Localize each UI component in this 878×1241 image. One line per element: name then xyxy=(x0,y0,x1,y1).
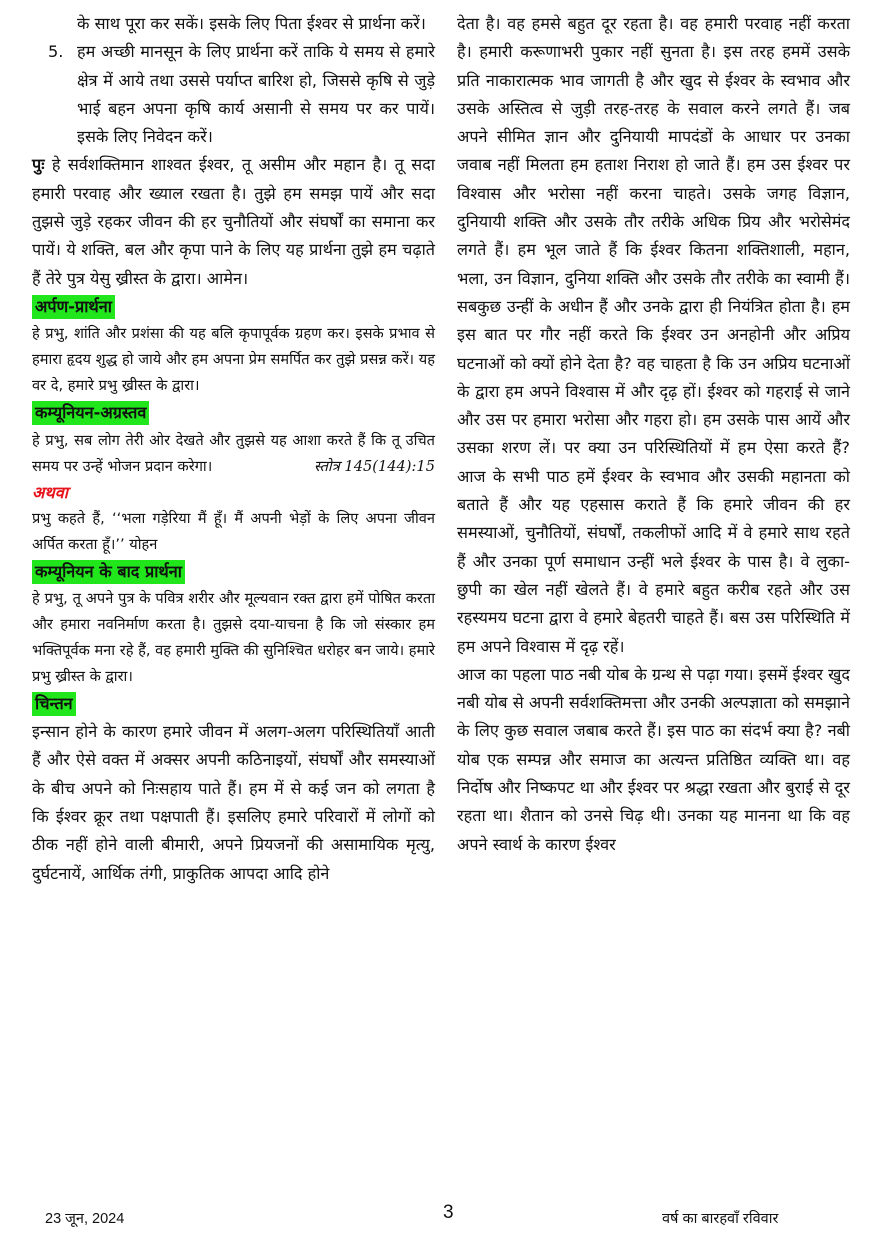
intercession-item-5 xyxy=(32,38,435,151)
first-reading-paragraph: आज का पहला पाठ नबी योब के ग्रन्थ से पढ़ा गया। इसमें ईश्वर खुद नबी योब से अपनी सर्वशक्तिमत्ता और उनकी अल्पज्ञाता को समझाने के लिए कुछ सवाल जबाब करते हैं। इस पाठ का संदर्भ क्या है? नबी योब एक सम्पन्न और समाज का अत्यन्त प्रतिष्ठित व्यक्ति था। वह निर्दोष और निष्कपट था और ईश्वर पर श्रद्धा रखता और बुराई से दूर रहता था। शैतान को उनसे चिढ़ थी। उनका यह मानना था कि वह अपने स्वार्थ के कारण ईश्वर xyxy=(457,664,850,854)
communion-antiphon-heading: कम्यूनियन-अग्रस्तव xyxy=(32,401,149,425)
post-communion-text: हे प्रभु, तू अपने पुत्र के पवित्र शरीर और मूल्यवान रक्त द्वारा हमें पोषित करता और हमारा नवनिर्माण करता है। तुझसे दया-याचना है कि जो संस्कार हम भक्तिपूर्वक मना रहे हैं, वह हमारी मुक्ति की सुनिश्चित धरोहर बन जाये। हमारे प्रभु ख्रीस्त के द्वारा। xyxy=(32,589,435,685)
alternative-antiphon-text: प्रभु कहते हैं, ‘‘भला गड़ेरिया मैं हूँ। मैं अपनी भेड़ों के लिए अपना जीवन अर्पित करता हूँ।’’ योहन xyxy=(32,509,435,553)
offering-prayer-text: हे प्रभु, शांति और प्रशंसा की यह बलि कृपापूर्वक ग्रहण कर। इसके प्रभाव से हमारा हृदय शुद्ध हो जाये और हम अपना प्रेम समर्पित कर तुझे प्रसन्न करें। यह वर दे, हमारे प्रभु ख्रीस्त के द्वारा। xyxy=(32,325,435,395)
post-communion-heading: कम्यूनियन के बाद प्रार्थना xyxy=(32,560,185,584)
reflection-text: इन्सान होने के कारण हमारे जीवन में अलग-अलग परिस्थितियाँ आती हैं और ऐसे वक्त में अक्सर अपनी कठिनाइयों, संघर्षों और समस्याओं के बीच अपने को निःसहाय पाते हैं। हम में से कई जन को लगता है कि ईश्वर क्रूर तथा पक्षपाती हैं। इसलिए हमारे परिवारों में लोगों को ठीक नहीं होने वाली बीमारी, अपने प्रियजनों की असामायिक मृत्यु, दुर्घटनायें, आर्थिक तंगी, प्राकुतिक आपदा आदि होने xyxy=(32,722,435,883)
item-number: 5. xyxy=(48,42,64,62)
communion-antiphon-text xyxy=(32,428,435,480)
right-column xyxy=(457,10,850,859)
page-footer xyxy=(0,1200,878,1230)
footer-date: 23 जून, 2024 xyxy=(45,1211,125,1227)
alternative-label: अथवा xyxy=(32,482,68,502)
priest-prayer-text: हे सर्वशक्तिमान शाश्वत ईश्वर, तू असीम और महान है। तू सदा हमारी परवाह और ख्याल रखता है। तुझे हम समझ पायें और सदा तुझसे जुड़े रहकर जीवन की हर चुनौतियों और संघर्षों का समाना कर पायें। ये शक्ति, बल और कृपा पाने के लिए यह प्रार्थना तुझे हम चढ़ाते हैं तेरे पुत्र येसु ख्रीस्त के द्वारा। आमेन। xyxy=(32,155,435,288)
reflection-heading: चिन्तन xyxy=(32,692,76,716)
reflection-continued-paragraph: देता है। वह हमसे बहुत दूर रहता है। वह हमारी परवाह नहीं करता है। हमारी करूणाभरी पुकार नहीं सुनता है। इस तरह हममें उसके प्रति नाकारात्मक भाव जागती है और खुद से ईश्वर के स्वभाव और उसके अस्तित्व से जुड़ी तरह-तरह के सवाल करने लगते हैं। जब अपने सीमित ज्ञान और दुनियायी मापदंडों के आधार पर उनका जवाब नहीं मिलता हम हताश निराश हो जाते हैं। हम उस ईश्वर पर विश्वास और भरोसा नहीं करना चाहते। उसके जगह विज्ञान, दुनियायी शक्ति और उसके तौर तरीके अधिक प्रिय और भरोसेमंद लगते हैं। हम भूल जाते हैं कि ईश्वर कितना शक्तिशाली, महान, भला, उन विज्ञान, दुनिया शक्ति और उसके तौर तरीके का स्वामी हैं। सबकुछ उन्हीं के अधीन हैं और उनके द्वारा ही नियंत्रित होता है। हम इस बात पर गौर नहीं करते कि ईश्वर उन अनहोनी और अप्रिय घटनाओं को क्यों होने देता है? वह चाहता है कि उन अप्रिय घटनाओं के द्वारा हम अपने विश्वास में और दृढ़ हों। ईश्वर को गहराई से जाने और उस पर हमारा भरोसा और गहरा हो। हम उसके पास आयें और उसका शरण लें। पर क्या उन परिस्थितियों में हम ऐसा करते हैं? आज के सभी पाठ हमें ईश्वर के स्वभाव और उसकी महानता को बताते हैं और यह एहसास कराते हैं कि हमारे जीवन की हर समस्याओं, चुनौतियों, संघर्षों, तकलीफों आदि में वे हमारे साथ रहते हैं और उनका पूर्ण समाधान उन्हीं भले ईश्वर के पास है। वे लुका-छुपी का खेल नहीं खेलते हैं। वे हमारे बहुत करीब रहते और उस रहस्यमय घटना द्वारा वे हमारे बेहतरी चाहते हैं। बस उस परिस्थिति में हम अपने विश्वास में दृढ़ रहें। xyxy=(457,14,850,656)
scripture-reference: स्तोत्र 145(144):15 xyxy=(313,457,435,475)
offering-prayer-heading: अर्पण-प्रार्थना xyxy=(32,295,115,319)
priest-label: पुः xyxy=(32,155,45,175)
left-column xyxy=(32,10,435,888)
antiphon-text: हे प्रभु, सब लोग तेरी ओर देखते और तुझसे यह आशा करते हैं कि तू उचित समय पर उन्हें भोजन प्रदान करेगा। xyxy=(32,431,435,475)
priest-concluding-prayer xyxy=(32,151,435,292)
item-text: हम अच्छी मानसून के लिए प्रार्थना करें ताकि ये समय से हमारे क्षेत्र में आये तथा उससे पर्याप्त बारिश हो, जिससे कृषि से जुड़े भाई बहन अपना कृषि कार्य असानी से समय पर कर पायें। इसके लिए निवेदन करें। xyxy=(77,42,435,147)
continued-intercession: के साथ पूरा कर सकें। इसके लिए पिता ईश्वर से प्रार्थना करें। xyxy=(77,14,426,33)
page-number: 3 xyxy=(443,1202,454,1223)
footer-title: वर्ष का बारहवाँ रविवार xyxy=(662,1211,779,1227)
